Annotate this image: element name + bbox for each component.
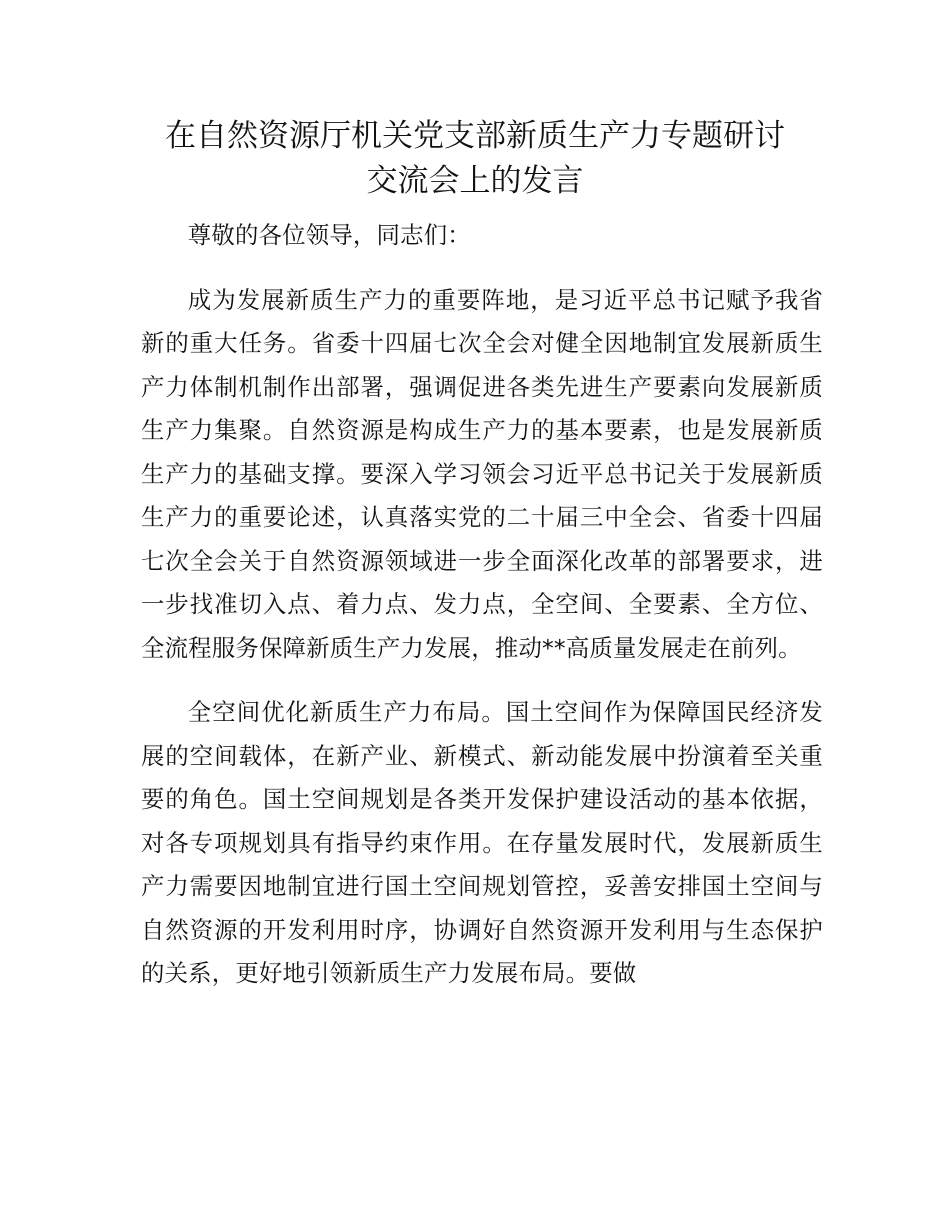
paragraph-1: 成为发展新质生产力的重要阵地，是习近平总书记赋予我省新的重大任务。省委十四届七次全会对健全因地制宜发展新质生产力体制机制作出部署，强调促进各类先进生产要素向发展新质生产力集聚。自然资源是构成生产力的基本要素，也是发展新质生产力的基础支撑。要深入学习领会习近平总书记关于发展新质生产力的重要论述，认真落实党的二十届三中全会、省委十四届七次全会关于自然资源领域进一步全面深化改革的部署要求，进一步找准切入点、着力点、发力点，全空间、全要素、全方位、全流程服务保障新质生产力发展，推动**高质量发展走在前列。 bbox=[141, 285, 823, 662]
document-title-line-1: 在自然资源厅机关党支部新质生产力专题研讨 bbox=[165, 118, 785, 154]
document-body bbox=[141, 214, 823, 996]
paragraph-2: 全空间优化新质生产力布局。国土空间作为保障国民经济发展的空间载体，在新产业、新模式、新动能发展中扮演着至关重要的角色。国土空间规划是各类开发保护建设活动的基本依据，对各专项规划具有指导约束作用。在存量发展时代，发展新质生产力需要因地制宜进行国土空间规划管控，妥善安排国土空间与自然资源的开发利用时序，协调好自然资源开发利用与生态保护的关系，更好地引领新质生产力发展布局。要做 bbox=[141, 698, 823, 987]
document-title-line-2: 交流会上的发言 bbox=[366, 163, 584, 199]
greeting: 尊敬的各位领导，同志们： bbox=[187, 221, 471, 249]
